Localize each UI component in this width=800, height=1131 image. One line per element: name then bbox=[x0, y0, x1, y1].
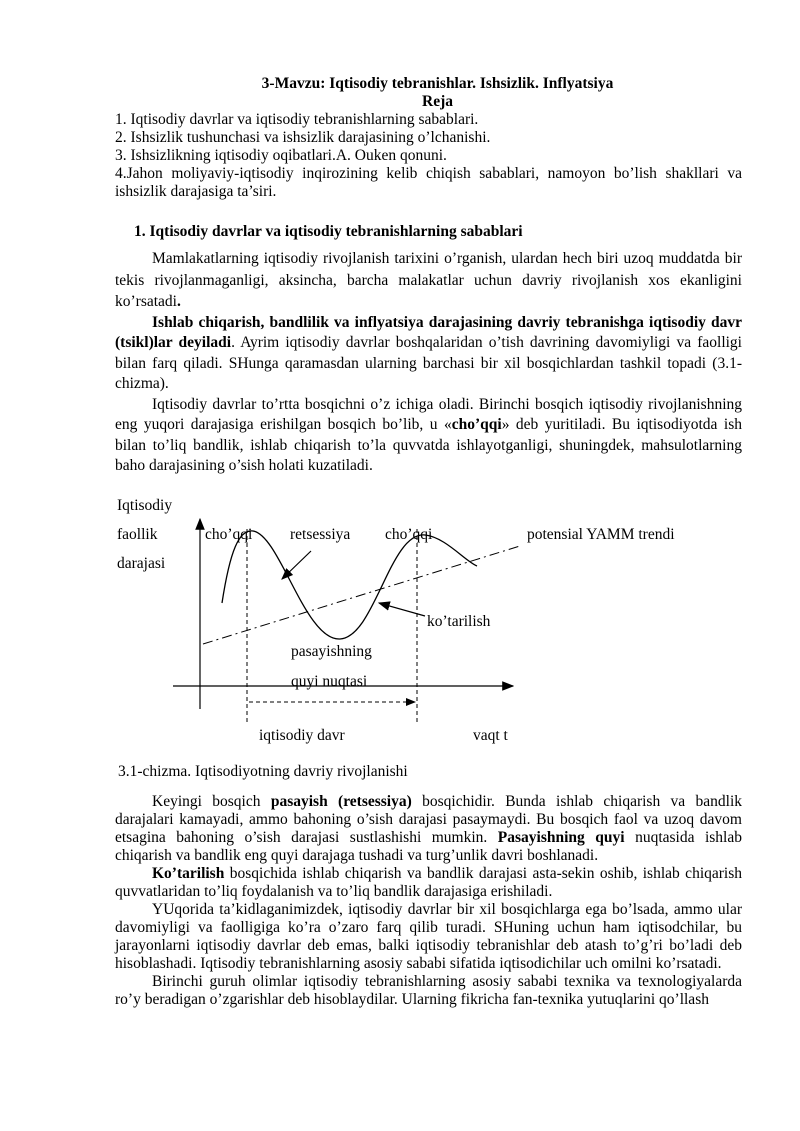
document-page bbox=[115, 75, 742, 1009]
section-title: 1. Iqtisodiy davrlar va iqtisodiy tebranishlarning sabablari bbox=[134, 223, 523, 240]
plan-heading: Reja bbox=[422, 93, 453, 110]
plan-item: 4.Jahon moliyaviy-iqtisodiy inqirozining kelib chiqish sabablari, namoyon bo’lish shakllari va ishsizlik darajasiga ta’siri. bbox=[115, 165, 742, 200]
cycle-label: iqtisodiy davr bbox=[259, 726, 345, 744]
y-axis-label-3: darajasi bbox=[117, 554, 166, 572]
rise-label: ko’tarilish bbox=[427, 612, 491, 630]
document-title: 3-Mavzu: Iqtisodiy tebranishlar. Ishsizlik. Inflyatsiya bbox=[261, 75, 614, 92]
paragraph-5: Ko’tarilish bosqichida ishlab chiqarish va bandlik darajasi asta-sekin oshib, ishlab chiqarish quvvatlaridan to’liq foydalanish va to’liq bandlik darajasiga erishiladi. bbox=[115, 864, 742, 900]
trough-label-2: quyi nuqtasi bbox=[291, 672, 368, 690]
rise-arrow bbox=[379, 603, 425, 616]
recession-label: retsessiya bbox=[290, 525, 351, 543]
trough-label-1: pasayishning bbox=[291, 642, 372, 660]
time-axis-label: vaqt t bbox=[473, 726, 508, 744]
y-axis-label-2: faollik bbox=[117, 525, 158, 543]
peak-label-1: cho’qqi bbox=[205, 525, 253, 543]
peak-label-2: cho’qqi bbox=[385, 525, 433, 543]
paragraph-6: YUqorida ta’kidlaganimizdek, iqtisodiy davrlar bir xil bosqichlarga ega bo’lsada, ammo ular davomiyligi va faolligiga ko’ra o’zaro farq qilib turadi. SHuning uchun ham iqtisodchilar, bu jarayonlarni iqtisodiy davrlar deb emas, balki iqtisodiy tebranishlar deb atash to’g’ri bo’ladi deb hisoblashadi. Iqtisodiy tebranishlarning asosiy sababi sifatida iqtisodichilar uch omilni ko’rsatadi. bbox=[115, 900, 742, 972]
paragraph-1: Mamlakatlarning iqtisodiy rivojlanish tarixini o’rganish, ulardan hech biri uzoq muddatda bir tekis rivojlanmaganligi, aksincha, barcha malakatlar uchun davriy rivojlanish xos ekanligini ko’rsatadi. bbox=[115, 250, 742, 310]
paragraph-7: Birinchi guruh olimlar iqtisodiy tebranishlarning asosiy sababi texnika va texnologiyalarda ro’y beradigan o’zgarishlar deb hisoblaydilar. Ularning fikricha fan-texnika yutuqlarini qo’llash bbox=[115, 972, 742, 1008]
paragraph-2: Ishlab chiqarish, bandlilik va inflyatsiya darajasining davriy tebranishga iqtisodiy davr (tsikl)lar deyiladi. Ayrim iqtisodiy davrlar boshqalaridan o’tish davrining davomiyligi va faolligi bilan farq qiladi. SHunga qaramasdan ularning barchasi bir xil bosqichlardan tashkil topadi (3.1-chizma). bbox=[115, 313, 742, 392]
y-axis-label-1: Iqtisodiy bbox=[117, 496, 173, 514]
trend-label: potensial YAMM trendi bbox=[527, 525, 675, 543]
cycle-diagram bbox=[115, 491, 742, 759]
plan-item: 2. Ishsizlik tushunchasi va ishsizlik darajasining o’lchanishi. bbox=[115, 129, 491, 146]
paragraph-3: Iqtisodiy davrlar to’rtta bosqichni o’z ichiga oladi. Birinchi bosqich iqtisodiy rivojlanishning eng yuqori darajasiga erishilgan bosqich bo’lib, u «cho’qqi» deb yuritiladi. Bu iqtisodiyotda ish bilan to’liq bandlik, ishlab chiqarish to’la quvvatda ishlayotganligi, shuningdek, mahsulotlarning baho darajasining o’sish holati kuzatiladi. bbox=[115, 395, 742, 474]
recession-arrow bbox=[282, 551, 311, 579]
plan-item: 3. Ishsizlikning iqtisodiy oqibatlari.A. Ouken qonuni. bbox=[115, 147, 447, 164]
figure-caption: 3.1-chizma. Iqtisodiyotning davriy rivojlanishi bbox=[118, 762, 408, 780]
plan-item: 1. Iqtisodiy davrlar va iqtisodiy tebranishlarning sabablari. bbox=[115, 111, 479, 128]
paragraph-4: Keyingi bosqich pasayish (retsessiya) bosqichidir. Bunda ishlab chiqarish va bandlik darajalari kamayadi, ammo bahoning o’sish darajasi pasaymaydi. Bu bosqich faol va uzoq davom etsagina bahoning o’sish darajasi sustlashishi mumkin. Pasayishning quyi nuqtasida ishlab chiqarish va bandlik eng quyi darajaga tushadi va turg’unlik davri boshlanadi. bbox=[115, 792, 742, 864]
